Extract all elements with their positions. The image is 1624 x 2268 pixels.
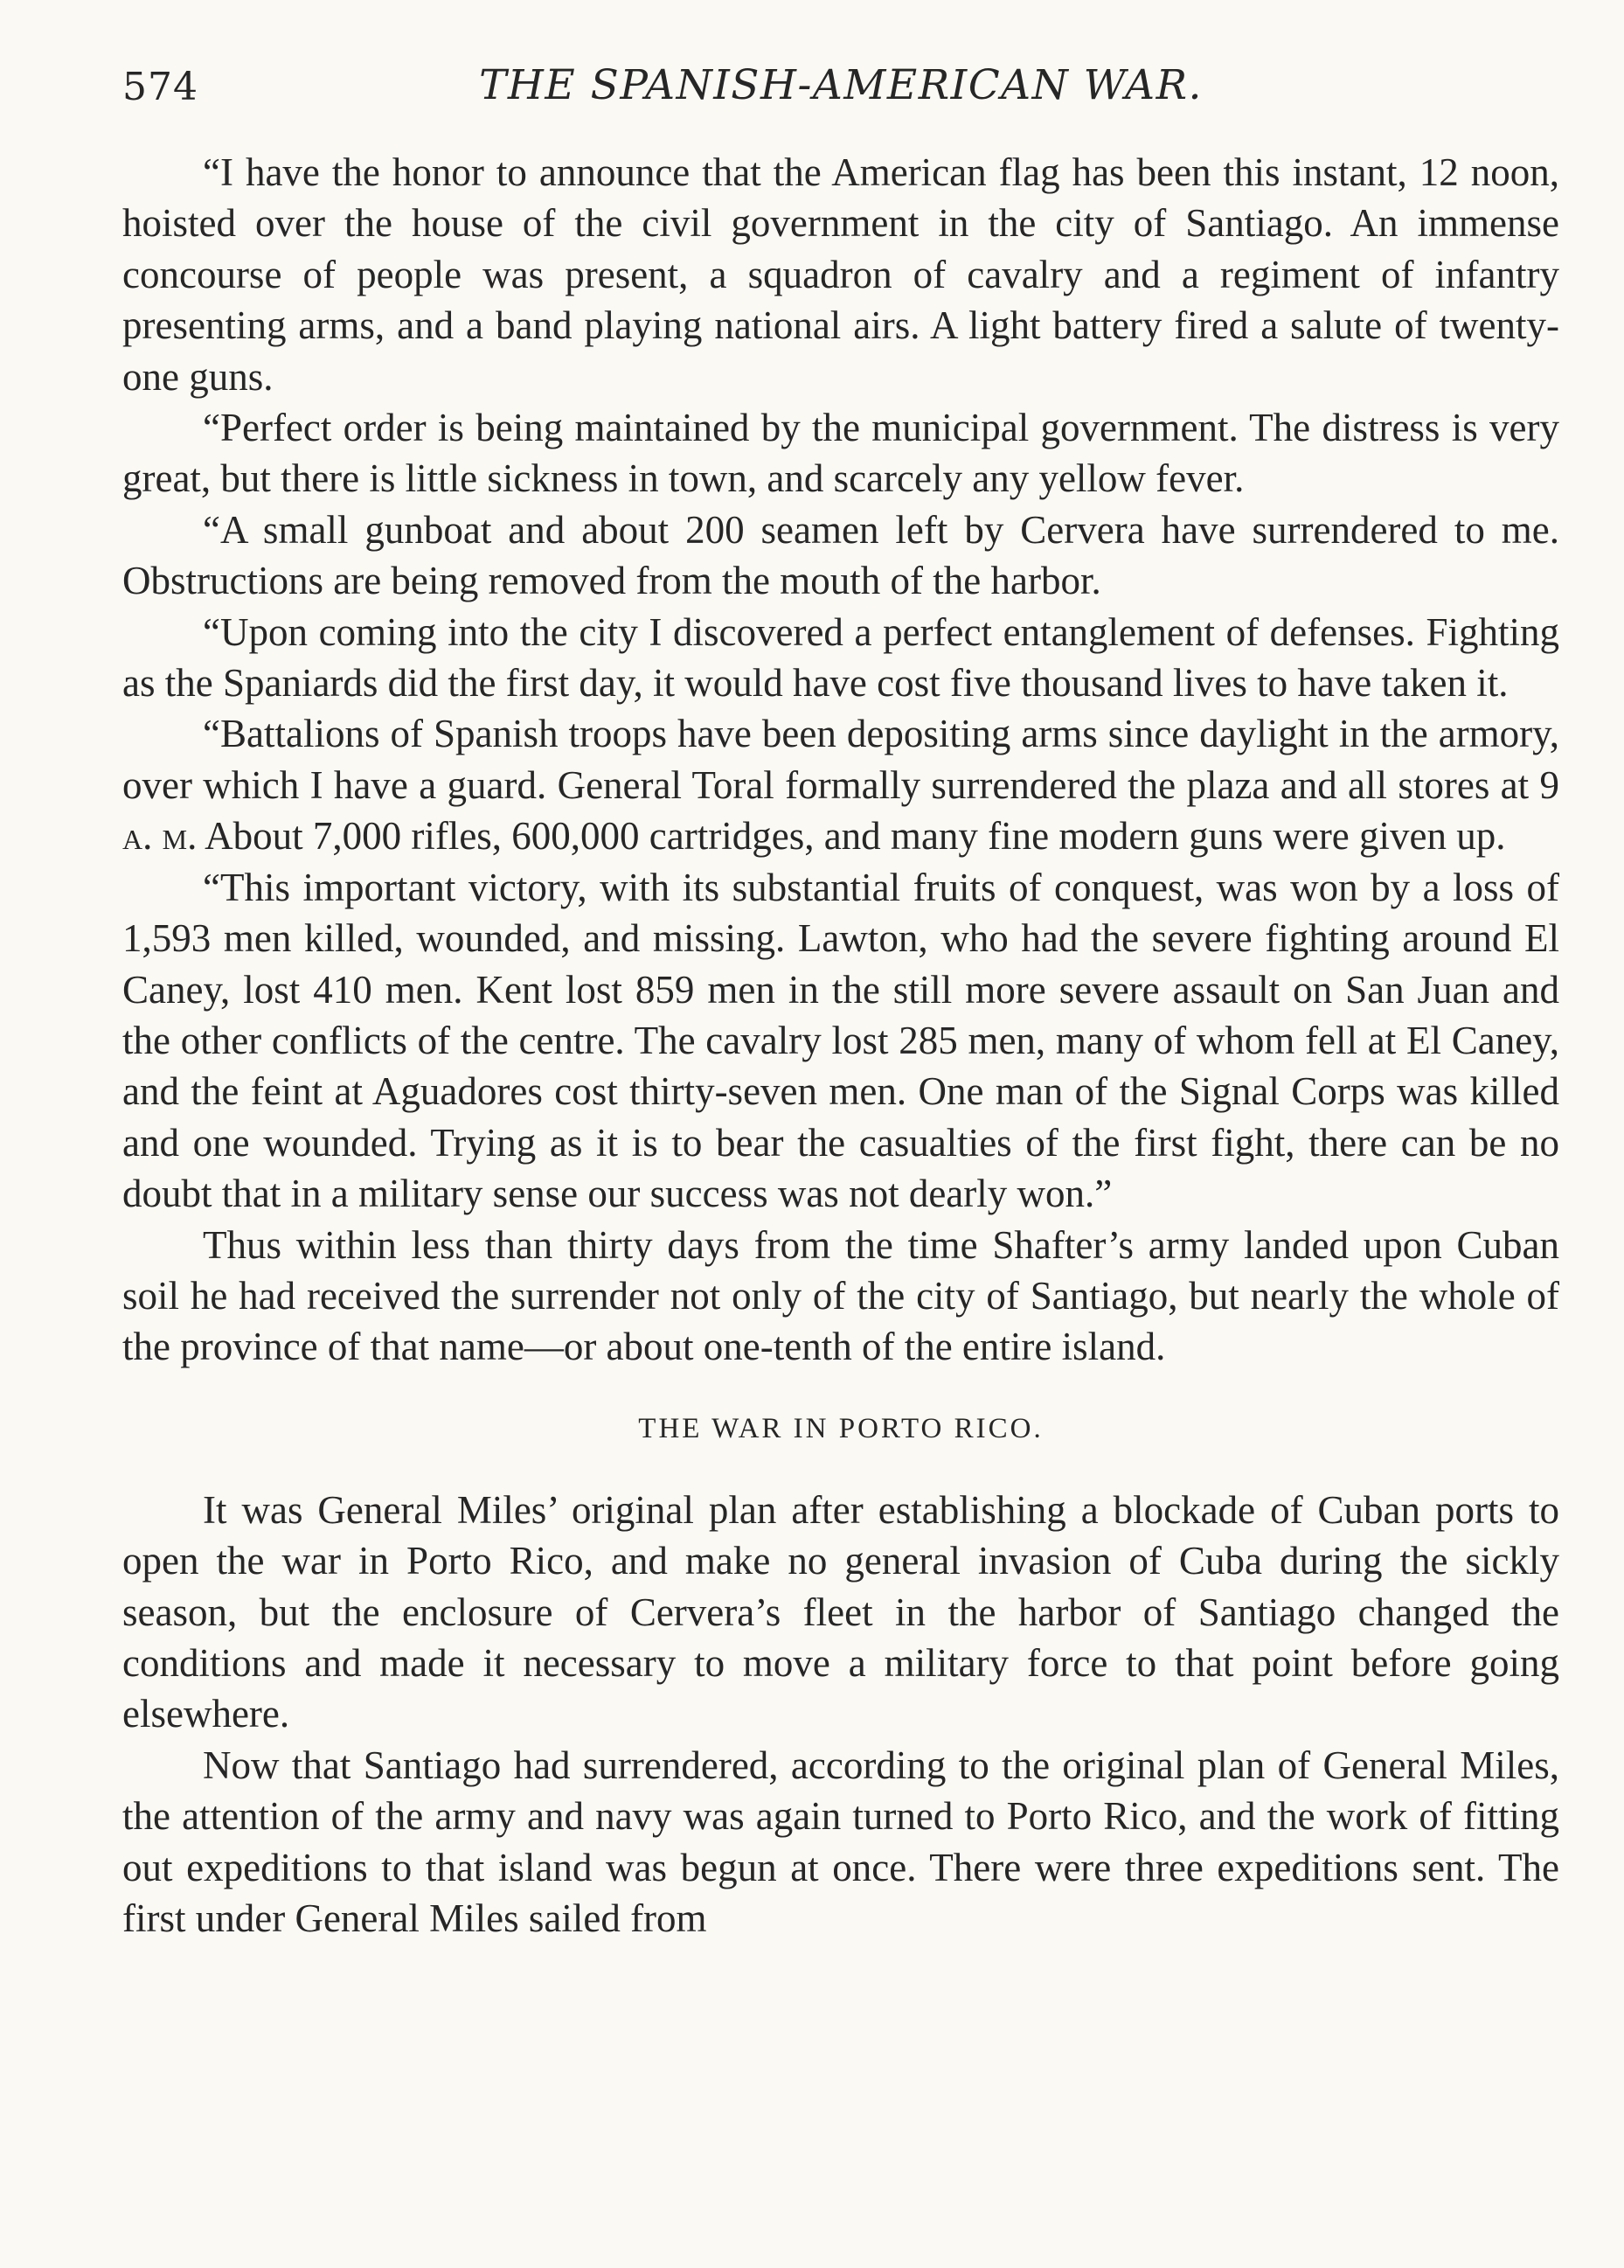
paragraph-battalions-part-1: “Battalions of Spanish troops have been depositing arms since daylight in the armory, over which I have a guard. General Toral formally surrendered the plaza and all stores at 9 [122,712,1559,807]
paragraph-battalions-part-2: About 7,000 rifles, 600,000 cartridges, and many fine modern guns were given up. [205,814,1506,859]
body-text [122,147,1559,1944]
paragraph-original-plan: It was General Miles’ original plan after establishing a blockade of Cuban ports to open the war in Porto Rico, and make no general invasion of Cuba during the sickly season, but the enclosure of Cervera’s fleet in the harbor of Santiago changed the conditions and made it necessary to move a military force to that point before going elsewhere. [122,1487,1559,1736]
paragraph-expeditions: Now that Santiago had surrendered, according to the original plan of General Miles, the attention of the army and navy was again turned to Porto Rico, and the work of fitting out expeditions to that island was begun at once. There were three expeditions sent. The first under General Miles sailed from [122,1743,1559,1940]
paragraph-defenses: “Upon coming into the city I discovered a perfect entanglement of defenses. Fighting as the Spaniards did the first day, it would have cost five thousand lives to have taken it. [122,609,1559,706]
paragraph-gunboat: “A small gunboat and about 200 seamen left by Cervera have surrendered to me. Obstructions are being removed from the mouth of the harbor. [122,507,1559,603]
paragraph-flag-announcement: “I have the honor to announce that the American flag has been this instant, 12 noon, hoisted over the house of the civil government in the city of Santiago. An immense concourse of people was present, a squadron of cavalry and a regiment of infantry presenting arms, and a band playing national airs. A light battery fired a salute of twenty-one guns. [122,150,1559,399]
page-number: 574 [122,65,198,109]
paragraph-battalions [122,708,1559,861]
paragraph-perfect-order: “Perfect order is being maintained by the municipal government. The distress is very great, but there is little sickness in town, and scarcely any yellow fever. [122,406,1559,501]
section-heading: THE WAR IN PORTO RICO. [638,1412,1044,1444]
page-header [115,56,1566,126]
running-title: THE SPANISH-AMERICAN WAR. [479,61,1203,109]
time-of-day: a. m. [122,814,198,859]
paragraph-victory-losses: “This important victory, with its substantial fruits of conquest, was won by a loss of 1,593 men killed, wounded, and missing. Lawton, who had the severe fighting around El Caney, lost 410 men. Kent lost 859 men in the still more severe assault on San Juan and the other conflicts of the centre. The cavalry lost 285 men, many of whom fell at El Caney, and the feint at Aguadores cost thirty-seven men. One man of the Signal Corps was killed and one wounded. Trying as it is to bear the casualties of the first fight, there can be no doubt that in a military sense our success was not dearly won.” [122,865,1559,1216]
paragraph-thirty-days: Thus within less than thirty days from the time Shafter’s army landed upon Cuban soil he had received the surrender not only of the city of Santiago, but nearly the whole of the province of that name—or about one-tenth of the entire island. [122,1222,1559,1369]
